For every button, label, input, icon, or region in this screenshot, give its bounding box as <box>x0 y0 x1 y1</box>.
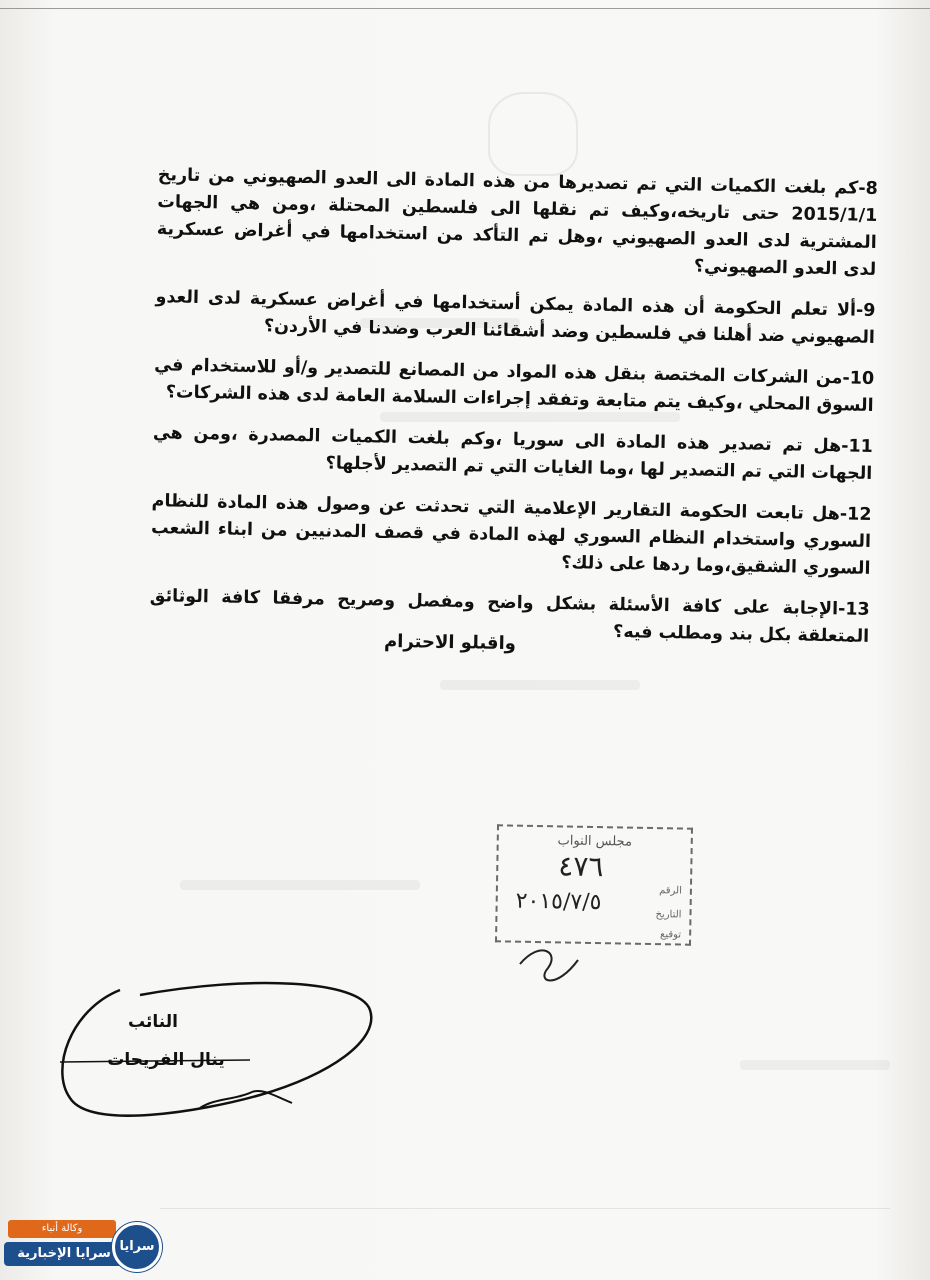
question-11: 11-هل تم تصدير هذه المادة الى سوريا ،وكم بلغت الكميات المصدرة ،ومن هي الجهات التي تم التصدير لها ،وما الغايات التي تم التصدير لأجلها؟ <box>152 423 873 484</box>
signatory-title: النائب <box>128 1012 178 1032</box>
stamp-number-label: الرقم <box>659 885 683 897</box>
stamp-date: ٢٠١٥/٧/٥ <box>515 888 602 916</box>
question-12: 12-هل تابعت الحكومة التقارير الإعلامية التي تحدثت عن وصول هذه المادة للنظام السوري واستخدام النظام السوري لهذه المادة في قصف المدنيين من ابناء الشعب السوري الشقيق،وما ردها على ذلك؟ <box>150 491 872 579</box>
stamp-title: مجلس النواب <box>557 833 633 850</box>
footer-rule <box>160 1208 890 1209</box>
question-8: 8-كم بلغت الكميات التي تم تصديرها من هذه المادة الى العدو الصهيوني من تاريخ 2015/1/1 حتى تاريخه،وكيف تم نقلها الى فلسطين المحتلة ،ومن هي الجهات المشترية لدى العدو الصهيوني ،وهل تم التأكد من استخدامها في أغراض عسكرية لدى العدو الصهيوني؟ <box>156 165 878 280</box>
stamp-sign-label: توقيع <box>659 929 682 941</box>
stamp-date-label: التاريخ <box>655 909 682 921</box>
watermark-site-name: سرايا الإخبارية <box>4 1242 124 1266</box>
question-10: 10-من الشركات المختصة بنقل هذه المواد من المصانع للتصدير و/أو للاستخدام في السوق المحلي ،وكيف يتم متابعة وتفقد إجراءات السلامة العامة لدى هذه الشركات؟ <box>154 355 875 416</box>
question-13: 13-الإجابة على كافة الأسئلة بشكل واضح ومفصل وصريح مرفقا كافة الوثائق المتعلقة بكل بند ومطلب فيه؟ <box>149 586 870 647</box>
news-watermark <box>0 1218 160 1280</box>
question-9: 9-ألا تعلم الحكومة أن هذه المادة يمكن أستخدامها في أغراض عسكرية لدى العدو الصهيوني ضد أهلنا في فلسطين وضد أشقائنا العرب وضدنا في الأردن؟ <box>155 287 876 348</box>
watermark-agency-label: وكالة أنباء <box>8 1220 116 1238</box>
watermark-logo-icon: سرايا <box>112 1222 162 1272</box>
stamp-number: ٤٧٦ <box>558 849 604 884</box>
signatory-name: ينال الفريحات <box>107 1050 225 1070</box>
closing-salutation: واقبلو الاحترام <box>383 630 517 655</box>
